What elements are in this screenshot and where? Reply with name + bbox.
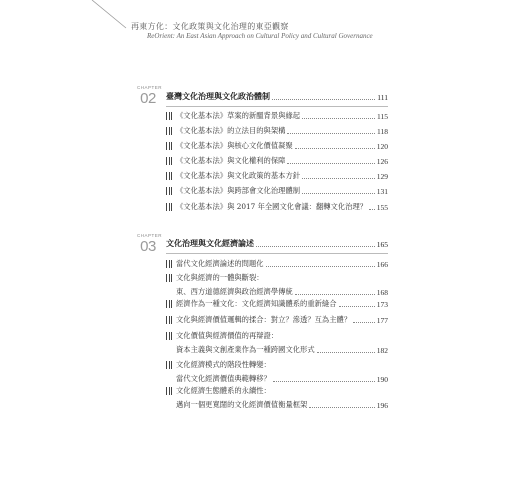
dot-leader: [295, 294, 375, 295]
dot-leader: [302, 193, 375, 194]
dot-leader: [266, 266, 375, 267]
toc-entry[interactable]: [166, 156, 388, 166]
toc-entry[interactable]: [166, 315, 388, 325]
toc-entry[interactable]: [166, 259, 388, 269]
dot-leader: [369, 209, 375, 210]
page-number: 182: [376, 346, 388, 355]
chapter-divider: [166, 253, 388, 254]
chapter-number: 02: [140, 90, 156, 107]
bullet-bars-icon: [166, 187, 172, 195]
toc-entry[interactable]: [166, 186, 388, 196]
page-number: 120: [376, 142, 388, 151]
bullet-bars-icon: [166, 260, 172, 268]
page-number: 131: [376, 187, 388, 196]
page-number: 126: [376, 157, 388, 166]
running-header-english-title: ReOrient: An East Asian Approach on Cultural Policy and Cultural Governance: [147, 32, 373, 40]
chapter-02-tag: [137, 85, 163, 107]
entry-title-continued: 東、西方道德經濟與政治經濟學傳統: [176, 287, 293, 296]
entry-title: 經濟作為一種文化：文化經濟知識體系的重新縫合: [176, 299, 337, 308]
entry-title: 《文化基本法》與 2017 年全國文化會議：翻轉文化治理？: [176, 202, 368, 211]
toc-entry[interactable]: [166, 126, 388, 136]
toc-entry[interactable]: [166, 273, 388, 297]
dot-leader: [317, 352, 375, 353]
entry-title: 文化經濟生態體系的永續性：: [176, 386, 271, 395]
entry-title: 《文化基本法》與跨部會文化治理體制: [176, 186, 301, 195]
entry-title: 文化經濟模式的階段性轉變：: [176, 360, 271, 369]
page-number: 165: [376, 240, 388, 249]
toc-entry[interactable]: [166, 141, 388, 151]
bullet-bars-icon: [166, 387, 172, 395]
page-number: 190: [376, 375, 388, 384]
page-number: 168: [376, 288, 388, 297]
page-number: 129: [376, 172, 388, 181]
dot-leader: [295, 148, 375, 149]
entry-title: 文化與經濟的一體與斷裂：: [176, 273, 264, 282]
dot-leader: [272, 99, 375, 100]
page-number: 173: [376, 300, 388, 309]
entry-title: 文化價值與經濟價值的再辯證：: [176, 331, 279, 340]
bullet-bars-icon: [166, 142, 172, 150]
page-number: 118: [377, 127, 388, 136]
corner-decoration-line: [0, 0, 130, 30]
bullet-bars-icon: [166, 112, 172, 120]
bullet-bars-icon: [166, 361, 172, 369]
entry-title-continued: 邁向一個更寬闊的文化經濟價值衡量框架: [176, 400, 308, 409]
entry-title: 《文化基本法》與文化政策的基本方針: [176, 171, 301, 180]
bullet-bars-icon: [166, 172, 172, 180]
entry-title: 《文化基本法》與核心文化價值凝聚: [176, 141, 293, 150]
page-number: 166: [376, 260, 388, 269]
chapter-number: 03: [140, 238, 156, 255]
bullet-bars-icon: [166, 316, 172, 324]
bullet-bars-icon: [166, 274, 172, 282]
entry-title: 《文化基本法》的立法目的與架構: [176, 126, 286, 135]
dot-leader: [302, 118, 375, 119]
bullet-bars-icon: [166, 157, 172, 165]
page-number: 115: [377, 112, 388, 121]
chapter-03-tag: [137, 233, 163, 255]
entry-title: 當代文化經濟論述的問題化: [176, 259, 264, 268]
bullet-bars-icon: [166, 332, 172, 340]
page-number: 155: [376, 203, 388, 212]
entry-title: 《文化基本法》草案的新醞背景與緣起: [176, 111, 301, 120]
entry-title: 《文化基本法》與文化權利的保障: [176, 156, 286, 165]
toc-entry[interactable]: [166, 202, 388, 212]
dot-leader: [309, 407, 374, 408]
page-number: 177: [376, 316, 388, 325]
dot-leader: [302, 178, 375, 179]
dot-leader: [339, 306, 375, 307]
entry-title: 文化與經濟價值邏輯的揉合：對立？滲透？互為主體？: [176, 315, 352, 324]
entry-title-continued: 資本主義與文創產業作為一種跨國文化形式: [176, 345, 315, 354]
chapter-label: CHAPTER: [137, 233, 163, 238]
bullet-bars-icon: [166, 203, 172, 211]
chapter-title: 文化治理與文化經濟論述: [166, 238, 254, 248]
dot-leader: [353, 322, 375, 323]
chapter-03-title-row[interactable]: [166, 237, 388, 249]
dot-leader: [273, 381, 375, 382]
entry-title-continued: 當代文化經濟價值典範轉移？: [176, 374, 271, 383]
chapter-title: 臺灣文化治理與文化政治體制: [166, 91, 270, 101]
toc-entry[interactable]: [166, 111, 388, 121]
page-number: 196: [376, 401, 388, 410]
toc-entry[interactable]: [166, 171, 388, 181]
chapter-label: CHAPTER: [137, 85, 163, 90]
bullet-bars-icon: [166, 300, 172, 308]
dot-leader: [287, 163, 374, 164]
toc-entry[interactable]: [166, 386, 388, 410]
toc-entry[interactable]: [166, 331, 388, 355]
chapter-divider: [166, 106, 388, 107]
toc-entry[interactable]: [166, 360, 388, 384]
chapter-02-title-row[interactable]: [166, 90, 388, 102]
toc-entry[interactable]: [166, 299, 388, 309]
bullet-bars-icon: [166, 127, 172, 135]
dot-leader: [287, 133, 375, 134]
dot-leader: [256, 246, 375, 247]
page-number: 111: [377, 93, 388, 102]
running-header-chinese-title: 再東方化：文化政策與文化治理的東亞觀察: [131, 22, 289, 31]
